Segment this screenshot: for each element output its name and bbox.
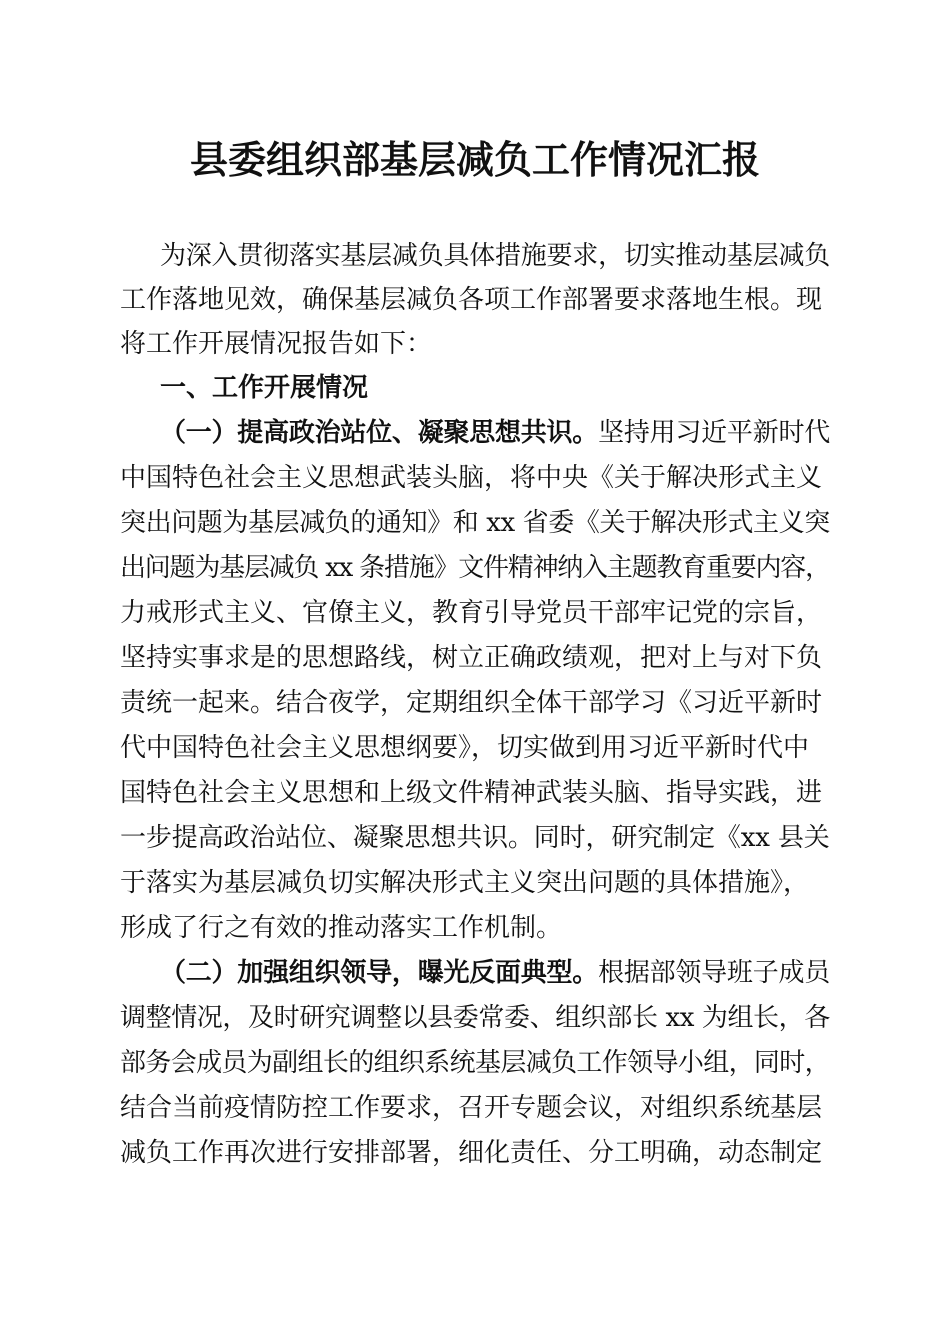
paragraph-line: 减负工作再次进行安排部署，细化责任、分工明确，动态制定 bbox=[120, 1138, 823, 1168]
paragraph-line: 突出问题为基层减负的通知》和 xx 省委《关于解决形式主义突 bbox=[120, 508, 830, 538]
paragraph-line: 形成了行之有效的推动落实工作机制。 bbox=[120, 913, 563, 943]
paragraph-line: 部务会成员为副组长的组织系统基层减负工作领导小组，同时， bbox=[120, 1048, 831, 1078]
paragraph-line: 结合当前疫情防控工作要求，召开专题会议，对组织系统基层 bbox=[120, 1093, 823, 1123]
section-heading: 一、工作开展情况 bbox=[160, 373, 369, 403]
paragraph-line: 出问题为基层减负 xx 条措施》文件精神纳入主题教育重要内容， bbox=[120, 553, 830, 583]
document-title: 县委组织部基层减负工作情况汇报 bbox=[189, 137, 760, 182]
paragraph-line: 将工作开展情况报告如下： bbox=[120, 329, 433, 359]
paragraph-line: 国特色社会主义思想和上级文件精神武装头脑、指导实践，进 bbox=[120, 778, 823, 808]
paragraph-line: （一）提高政治站位、凝聚思想共识。坚持用习近平新时代 bbox=[160, 418, 831, 448]
paragraph-line: （二）加强组织领导，曝光反面典型。根据部领导班子成员 bbox=[160, 958, 831, 988]
paragraph-line: 坚持实事求是的思想路线，树立正确政绩观，把对上与对下负 bbox=[120, 643, 823, 673]
subsection-lead: （二）加强组织领导，曝光反面典型。 bbox=[160, 958, 599, 988]
paragraph-line: 为深入贯彻落实基层减负具体措施要求，切实推动基层减负 bbox=[160, 241, 831, 271]
paragraph-line: 力戒形式主义、官僚主义，教育引导党员干部牢记党的宗旨， bbox=[120, 598, 823, 628]
paragraph-line: 于落实为基层减负切实解决形式主义突出问题的具体措施》， bbox=[120, 868, 810, 898]
paragraph-line: 代中国特色社会主义思想纲要》，切实做到用习近平新时代中 bbox=[120, 733, 810, 763]
paragraph-line: 调整情况，及时研究调整以县委常委、组织部长 xx 为组长，各 bbox=[120, 1003, 830, 1033]
paragraph-line: 工作落地见效，确保基层减负各项工作部署要求落地生根。现 bbox=[120, 285, 823, 315]
paragraph-line: 责统一起来。结合夜学，定期组织全体干部学习《习近平新时 bbox=[120, 688, 823, 718]
paragraph-line: 中国特色社会主义思想武装头脑，将中央《关于解决形式主义 bbox=[120, 463, 823, 493]
paragraph-line: 一步提高政治站位、凝聚思想共识。同时，研究制定《xx 县关 bbox=[120, 823, 830, 853]
subsection-lead: （一）提高政治站位、凝聚思想共识。 bbox=[160, 418, 599, 448]
